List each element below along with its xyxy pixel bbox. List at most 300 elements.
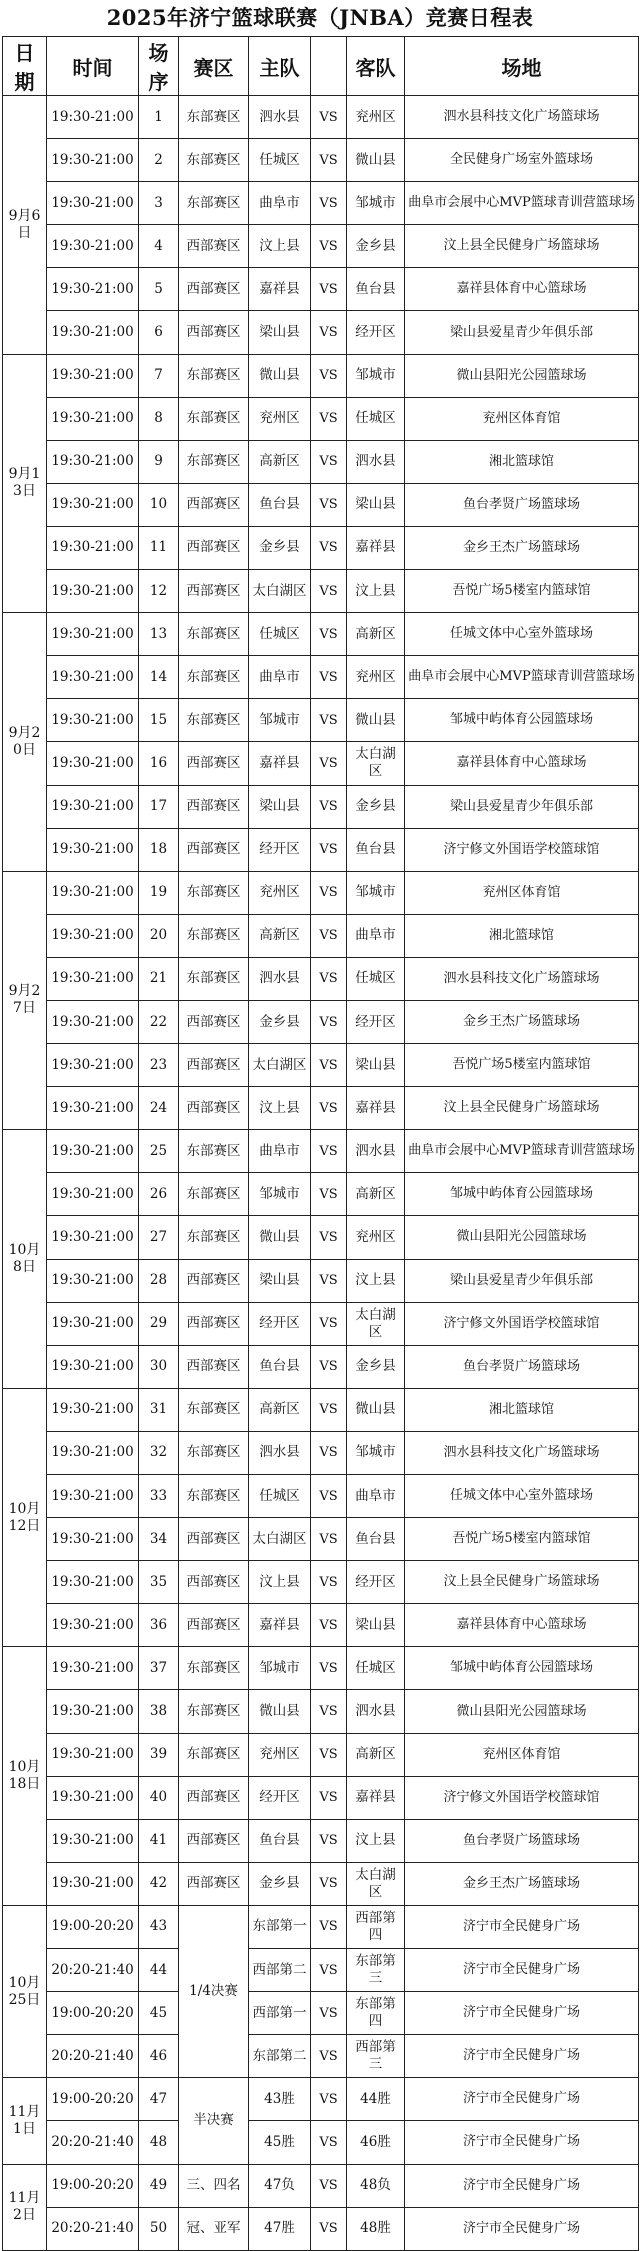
away-team-cell: 鱼台县: [347, 268, 405, 311]
table-row: [3, 1130, 639, 1173]
venue-cell: 鱼台孝贤广场篮球场: [405, 483, 639, 526]
time-cell: 19:30-21:00: [47, 1087, 139, 1130]
venue-cell: 济宁市全民健身广场: [405, 2078, 639, 2121]
match-no-cell: 4: [139, 225, 179, 268]
venue-cell: 微山县阳光公园篮球场: [405, 1690, 639, 1733]
home-team-cell: 西部第二: [249, 1949, 311, 1992]
table-row: [3, 1087, 639, 1130]
away-team-cell: 任城区: [347, 397, 405, 440]
match-no-cell: 44: [139, 1949, 179, 1992]
vs-cell: VS: [311, 1431, 347, 1474]
zone-cell: 西部赛区: [179, 1000, 249, 1043]
time-cell: 19:30-21:00: [47, 914, 139, 957]
match-no-cell: 34: [139, 1518, 179, 1561]
time-cell: 19:30-21:00: [47, 1173, 139, 1216]
venue-cell: 湘北篮球馆: [405, 1388, 639, 1431]
time-cell: 19:30-21:00: [47, 1000, 139, 1043]
table-row: [3, 1216, 639, 1259]
venue-cell: 微山县阳光公园篮球场: [405, 354, 639, 397]
header-zone: 赛区: [179, 37, 249, 96]
venue-cell: 邹城中屿体育公园篮球场: [405, 699, 639, 742]
time-cell: 19:30-21:00: [47, 613, 139, 656]
vs-cell: VS: [311, 139, 347, 182]
home-team-cell: 鱼台县: [249, 483, 311, 526]
zone-cell: 东部赛区: [179, 957, 249, 1000]
home-team-cell: 汶上县: [249, 225, 311, 268]
table-row: [3, 1173, 639, 1216]
header-away: 客队: [347, 37, 405, 96]
home-team-cell: 泗水县: [249, 1431, 311, 1474]
away-team-cell: 微山县: [347, 699, 405, 742]
home-team-cell: 高新区: [249, 914, 311, 957]
zone-cell: 东部赛区: [179, 440, 249, 483]
time-cell: 19:30-21:00: [47, 656, 139, 699]
away-team-cell: 东部第四: [347, 1992, 405, 2035]
time-cell: 19:30-21:00: [47, 1259, 139, 1302]
home-team-cell: 嘉祥县: [249, 268, 311, 311]
match-no-cell: 7: [139, 354, 179, 397]
venue-cell: 嘉祥县体育中心篮球场: [405, 268, 639, 311]
zone-cell: 西部赛区: [179, 1776, 249, 1819]
time-cell: 20:20-21:40: [47, 2035, 139, 2078]
venue-cell: 金乡王杰广场篮球场: [405, 1862, 639, 1905]
venue-cell: 汶上县全民健身广场篮球场: [405, 225, 639, 268]
away-team-cell: 太白湖区: [347, 1302, 405, 1345]
zone-cell: 东部赛区: [179, 1475, 249, 1518]
date-cell: 11月1日: [3, 2078, 47, 2164]
venue-cell: 泗水县科技文化广场篮球场: [405, 96, 639, 139]
vs-cell: VS: [311, 1000, 347, 1043]
home-team-cell: 嘉祥县: [249, 1604, 311, 1647]
table-row: [3, 914, 639, 957]
home-team-cell: 东部第二: [249, 2035, 311, 2078]
home-team-cell: 任城区: [249, 613, 311, 656]
away-team-cell: 汶上县: [347, 1819, 405, 1862]
venue-cell: 金乡王杰广场篮球场: [405, 1000, 639, 1043]
vs-cell: VS: [311, 96, 347, 139]
vs-cell: VS: [311, 1518, 347, 1561]
zone-cell: 西部赛区: [179, 570, 249, 613]
time-cell: 19:00-20:20: [47, 1992, 139, 2035]
table-row: [3, 656, 639, 699]
match-no-cell: 6: [139, 311, 179, 354]
time-cell: 19:00-20:20: [47, 2164, 139, 2207]
vs-cell: VS: [311, 1388, 347, 1431]
home-team-cell: 梁山县: [249, 311, 311, 354]
home-team-cell: 经开区: [249, 1776, 311, 1819]
home-team-cell: 43胜: [249, 2078, 311, 2121]
venue-cell: 汶上县全民健身广场篮球场: [405, 1087, 639, 1130]
venue-cell: 兖州区体育馆: [405, 397, 639, 440]
table-row: [3, 2121, 639, 2164]
zone-cell: 东部赛区: [179, 699, 249, 742]
stage-cell: 半决赛: [179, 2078, 249, 2164]
zone-cell: 东部赛区: [179, 1647, 249, 1690]
header-match-no: 场序: [139, 37, 179, 96]
venue-cell: 曲阜市会展中心MVP篮球青训营篮球场: [405, 182, 639, 225]
away-team-cell: 46胜: [347, 2121, 405, 2164]
venue-cell: 金乡王杰广场篮球场: [405, 526, 639, 569]
time-cell: 19:30-21:00: [47, 225, 139, 268]
match-no-cell: 40: [139, 1776, 179, 1819]
match-no-cell: 37: [139, 1647, 179, 1690]
vs-cell: VS: [311, 785, 347, 828]
venue-cell: 济宁市全民健身广场: [405, 2035, 639, 2078]
zone-cell: 西部赛区: [179, 311, 249, 354]
time-cell: 19:30-21:00: [47, 570, 139, 613]
venue-cell: 任城文体中心室外篮球场: [405, 1475, 639, 1518]
match-no-cell: 41: [139, 1819, 179, 1862]
zone-cell: 西部赛区: [179, 268, 249, 311]
home-team-cell: 梁山县: [249, 1259, 311, 1302]
zone-cell: 西部赛区: [179, 1862, 249, 1905]
vs-cell: VS: [311, 613, 347, 656]
vs-cell: VS: [311, 1173, 347, 1216]
table-row: [3, 1000, 639, 1043]
time-cell: 20:20-21:40: [47, 2121, 139, 2164]
away-team-cell: 梁山县: [347, 483, 405, 526]
table-row: [3, 2078, 639, 2121]
venue-cell: 济宁修文外国语学校篮球馆: [405, 1776, 639, 1819]
vs-cell: VS: [311, 483, 347, 526]
away-team-cell: 微山县: [347, 1388, 405, 1431]
table-row: [3, 96, 639, 139]
time-cell: 19:30-21:00: [47, 1819, 139, 1862]
vs-cell: VS: [311, 1604, 347, 1647]
match-no-cell: 30: [139, 1345, 179, 1388]
venue-cell: 泗水县科技文化广场篮球场: [405, 957, 639, 1000]
zone-cell: 西部赛区: [179, 828, 249, 871]
table-row: [3, 1044, 639, 1087]
vs-cell: VS: [311, 957, 347, 1000]
away-team-cell: 金乡县: [347, 1345, 405, 1388]
home-team-cell: 47负: [249, 2164, 311, 2207]
vs-cell: VS: [311, 871, 347, 914]
vs-cell: VS: [311, 268, 347, 311]
venue-cell: 汶上县全民健身广场篮球场: [405, 1561, 639, 1604]
zone-cell: 西部赛区: [179, 1561, 249, 1604]
table-row: [3, 785, 639, 828]
table-row: [3, 871, 639, 914]
away-team-cell: 梁山县: [347, 1044, 405, 1087]
match-no-cell: 16: [139, 742, 179, 785]
zone-cell: 西部赛区: [179, 1518, 249, 1561]
match-no-cell: 12: [139, 570, 179, 613]
home-team-cell: 经开区: [249, 1302, 311, 1345]
venue-cell: 济宁市全民健身广场: [405, 2121, 639, 2164]
match-no-cell: 21: [139, 957, 179, 1000]
vs-cell: VS: [311, 1862, 347, 1905]
away-team-cell: 曲阜市: [347, 1475, 405, 1518]
home-team-cell: 西部第一: [249, 1992, 311, 2035]
away-team-cell: 西部第三: [347, 2035, 405, 2078]
match-no-cell: 13: [139, 613, 179, 656]
stage-cell: 三、四名: [179, 2164, 249, 2207]
header-home: 主队: [249, 37, 311, 96]
match-no-cell: 45: [139, 1992, 179, 2035]
vs-cell: VS: [311, 1905, 347, 1948]
venue-cell: 吾悦广场5楼室内篮球馆: [405, 570, 639, 613]
away-team-cell: 泗水县: [347, 1130, 405, 1173]
vs-cell: VS: [311, 1949, 347, 1992]
away-team-cell: 梁山县: [347, 1604, 405, 1647]
vs-cell: VS: [311, 397, 347, 440]
match-no-cell: 10: [139, 483, 179, 526]
time-cell: 19:30-21:00: [47, 526, 139, 569]
match-no-cell: 11: [139, 526, 179, 569]
home-team-cell: 鱼台县: [249, 1819, 311, 1862]
time-cell: 19:30-21:00: [47, 182, 139, 225]
venue-cell: 微山县阳光公园篮球场: [405, 1216, 639, 1259]
vs-cell: VS: [311, 1475, 347, 1518]
table-row: [3, 1992, 639, 2035]
table-row: [3, 1690, 639, 1733]
table-row: [3, 1862, 639, 1905]
match-no-cell: 25: [139, 1130, 179, 1173]
match-no-cell: 18: [139, 828, 179, 871]
table-row: [3, 570, 639, 613]
away-team-cell: 任城区: [347, 957, 405, 1000]
match-no-cell: 5: [139, 268, 179, 311]
home-team-cell: 汶上县: [249, 1087, 311, 1130]
table-row: [3, 526, 639, 569]
away-team-cell: 兖州区: [347, 1216, 405, 1259]
venue-cell: 吾悦广场5楼室内篮球馆: [405, 1044, 639, 1087]
match-no-cell: 42: [139, 1862, 179, 1905]
away-team-cell: 嘉祥县: [347, 1087, 405, 1130]
zone-cell: 东部赛区: [179, 354, 249, 397]
home-team-cell: 东部第一: [249, 1905, 311, 1948]
home-team-cell: 曲阜市: [249, 1130, 311, 1173]
date-cell: 10月18日: [3, 1647, 47, 1906]
venue-cell: 济宁市全民健身广场: [405, 2164, 639, 2207]
away-team-cell: 经开区: [347, 1561, 405, 1604]
away-team-cell: 邹城市: [347, 1431, 405, 1474]
time-cell: 19:30-21:00: [47, 1431, 139, 1474]
table-row: [3, 225, 639, 268]
match-no-cell: 22: [139, 1000, 179, 1043]
vs-cell: VS: [311, 1087, 347, 1130]
home-team-cell: 微山县: [249, 354, 311, 397]
home-team-cell: 曲阜市: [249, 656, 311, 699]
vs-cell: VS: [311, 570, 347, 613]
table-row: [3, 1561, 639, 1604]
venue-cell: 梁山县爱星青少年俱乐部: [405, 1259, 639, 1302]
venue-cell: 泗水县科技文化广场篮球场: [405, 1431, 639, 1474]
time-cell: 19:30-21:00: [47, 1647, 139, 1690]
table-row: [3, 1819, 639, 1862]
match-no-cell: 28: [139, 1259, 179, 1302]
venue-cell: 梁山县爱星青少年俱乐部: [405, 311, 639, 354]
vs-cell: VS: [311, 1259, 347, 1302]
away-team-cell: 金乡县: [347, 225, 405, 268]
home-team-cell: 任城区: [249, 139, 311, 182]
zone-cell: 东部赛区: [179, 656, 249, 699]
time-cell: 20:20-21:40: [47, 1949, 139, 1992]
away-team-cell: 太白湖区: [347, 742, 405, 785]
vs-cell: VS: [311, 742, 347, 785]
venue-cell: 全民健身广场室外篮球场: [405, 139, 639, 182]
date-cell: 9月6日: [3, 96, 47, 355]
date-cell: 10月12日: [3, 1388, 47, 1647]
away-team-cell: 邹城市: [347, 182, 405, 225]
vs-cell: VS: [311, 1776, 347, 1819]
vs-cell: VS: [311, 2207, 347, 2250]
vs-cell: VS: [311, 2121, 347, 2164]
table-row: [3, 1345, 639, 1388]
home-team-cell: 微山县: [249, 1216, 311, 1259]
venue-cell: 邹城中屿体育公园篮球场: [405, 1173, 639, 1216]
venue-cell: 鱼台孝贤广场篮球场: [405, 1345, 639, 1388]
away-team-cell: 汶上县: [347, 570, 405, 613]
time-cell: 19:30-21:00: [47, 1044, 139, 1087]
zone-cell: 东部赛区: [179, 1431, 249, 1474]
home-team-cell: 泗水县: [249, 957, 311, 1000]
away-team-cell: 嘉祥县: [347, 1776, 405, 1819]
table-row: [3, 1905, 639, 1948]
vs-cell: VS: [311, 311, 347, 354]
zone-cell: 西部赛区: [179, 1302, 249, 1345]
match-no-cell: 33: [139, 1475, 179, 1518]
table-row: [3, 139, 639, 182]
time-cell: 19:30-21:00: [47, 354, 139, 397]
time-cell: 19:30-21:00: [47, 440, 139, 483]
table-row: [3, 1431, 639, 1474]
time-cell: 19:30-21:00: [47, 1690, 139, 1733]
time-cell: 20:20-21:40: [47, 2207, 139, 2250]
date-cell: 10月8日: [3, 1130, 47, 1389]
vs-cell: VS: [311, 2078, 347, 2121]
zone-cell: 西部赛区: [179, 785, 249, 828]
date-cell: 9月13日: [3, 354, 47, 613]
time-cell: 19:30-21:00: [47, 1475, 139, 1518]
zone-cell: 东部赛区: [179, 1388, 249, 1431]
time-cell: 19:30-21:00: [47, 1216, 139, 1259]
time-cell: 19:30-21:00: [47, 483, 139, 526]
zone-cell: 西部赛区: [179, 1604, 249, 1647]
header-date: 日期: [3, 37, 47, 96]
time-cell: 19:30-21:00: [47, 96, 139, 139]
match-no-cell: 31: [139, 1388, 179, 1431]
venue-cell: 曲阜市会展中心MVP篮球青训营篮球场: [405, 1130, 639, 1173]
time-cell: 19:30-21:00: [47, 742, 139, 785]
away-team-cell: 西部第四: [347, 1905, 405, 1948]
away-team-cell: 高新区: [347, 613, 405, 656]
time-cell: 19:30-21:00: [47, 1130, 139, 1173]
table-row: [3, 1518, 639, 1561]
match-no-cell: 38: [139, 1690, 179, 1733]
away-team-cell: 邹城市: [347, 354, 405, 397]
away-team-cell: 经开区: [347, 1000, 405, 1043]
venue-cell: 鱼台孝贤广场篮球场: [405, 1819, 639, 1862]
match-no-cell: 27: [139, 1216, 179, 1259]
venue-cell: 湘北篮球馆: [405, 440, 639, 483]
time-cell: 19:30-21:00: [47, 1862, 139, 1905]
match-no-cell: 36: [139, 1604, 179, 1647]
time-cell: 19:30-21:00: [47, 1776, 139, 1819]
home-team-cell: 太白湖区: [249, 1518, 311, 1561]
table-row: [3, 397, 639, 440]
stage-cell: 冠、亚军: [179, 2207, 249, 2250]
home-team-cell: 47胜: [249, 2207, 311, 2250]
home-team-cell: 曲阜市: [249, 182, 311, 225]
page-title: 2025年济宁篮球联赛（JNBA）竞赛日程表: [106, 5, 534, 30]
vs-cell: VS: [311, 1690, 347, 1733]
home-team-cell: 邹城市: [249, 1173, 311, 1216]
zone-cell: 东部赛区: [179, 1690, 249, 1733]
vs-cell: VS: [311, 1647, 347, 1690]
zone-cell: 东部赛区: [179, 1216, 249, 1259]
venue-cell: 济宁市全民健身广场: [405, 1992, 639, 2035]
away-team-cell: 邹城市: [347, 871, 405, 914]
match-no-cell: 46: [139, 2035, 179, 2078]
match-no-cell: 47: [139, 2078, 179, 2121]
vs-cell: VS: [311, 656, 347, 699]
venue-cell: 梁山县爱星青少年俱乐部: [405, 785, 639, 828]
venue-cell: 嘉祥县体育中心篮球场: [405, 1604, 639, 1647]
match-no-cell: 23: [139, 1044, 179, 1087]
schedule-table: [2, 36, 639, 2251]
table-row: [3, 828, 639, 871]
vs-cell: VS: [311, 526, 347, 569]
time-cell: 19:30-21:00: [47, 1302, 139, 1345]
vs-cell: VS: [311, 182, 347, 225]
home-team-cell: 任城区: [249, 1475, 311, 1518]
time-cell: 19:30-21:00: [47, 1733, 139, 1776]
date-cell: 10月25日: [3, 1905, 47, 2077]
zone-cell: 东部赛区: [179, 613, 249, 656]
away-team-cell: 兖州区: [347, 656, 405, 699]
away-team-cell: 东部第三: [347, 1949, 405, 1992]
match-no-cell: 32: [139, 1431, 179, 1474]
vs-cell: VS: [311, 1819, 347, 1862]
home-team-cell: 高新区: [249, 1388, 311, 1431]
zone-cell: 东部赛区: [179, 96, 249, 139]
match-no-cell: 39: [139, 1733, 179, 1776]
match-no-cell: 14: [139, 656, 179, 699]
table-row: [3, 182, 639, 225]
date-cell: 9月27日: [3, 871, 47, 1130]
away-team-cell: 鱼台县: [347, 828, 405, 871]
zone-cell: 东部赛区: [179, 1733, 249, 1776]
table-row: [3, 2207, 639, 2250]
home-team-cell: 太白湖区: [249, 570, 311, 613]
away-team-cell: 44胜: [347, 2078, 405, 2121]
table-row: [3, 268, 639, 311]
venue-cell: 济宁市全民健身广场: [405, 1905, 639, 1948]
time-cell: 19:00-20:20: [47, 2078, 139, 2121]
table-row: [3, 354, 639, 397]
vs-cell: VS: [311, 828, 347, 871]
home-team-cell: 泗水县: [249, 96, 311, 139]
table-row: [3, 2035, 639, 2078]
time-cell: 19:30-21:00: [47, 699, 139, 742]
match-no-cell: 19: [139, 871, 179, 914]
vs-cell: VS: [311, 1345, 347, 1388]
venue-cell: 吾悦广场5楼室内篮球馆: [405, 1518, 639, 1561]
table-row: [3, 440, 639, 483]
vs-cell: VS: [311, 1130, 347, 1173]
away-team-cell: 鱼台县: [347, 1518, 405, 1561]
vs-cell: VS: [311, 354, 347, 397]
date-cell: 11月2日: [3, 2164, 47, 2250]
zone-cell: 东部赛区: [179, 871, 249, 914]
vs-cell: VS: [311, 1992, 347, 2035]
home-team-cell: 金乡县: [249, 526, 311, 569]
time-cell: 19:30-21:00: [47, 1518, 139, 1561]
table-row: [3, 1776, 639, 1819]
away-team-cell: 汶上县: [347, 1259, 405, 1302]
